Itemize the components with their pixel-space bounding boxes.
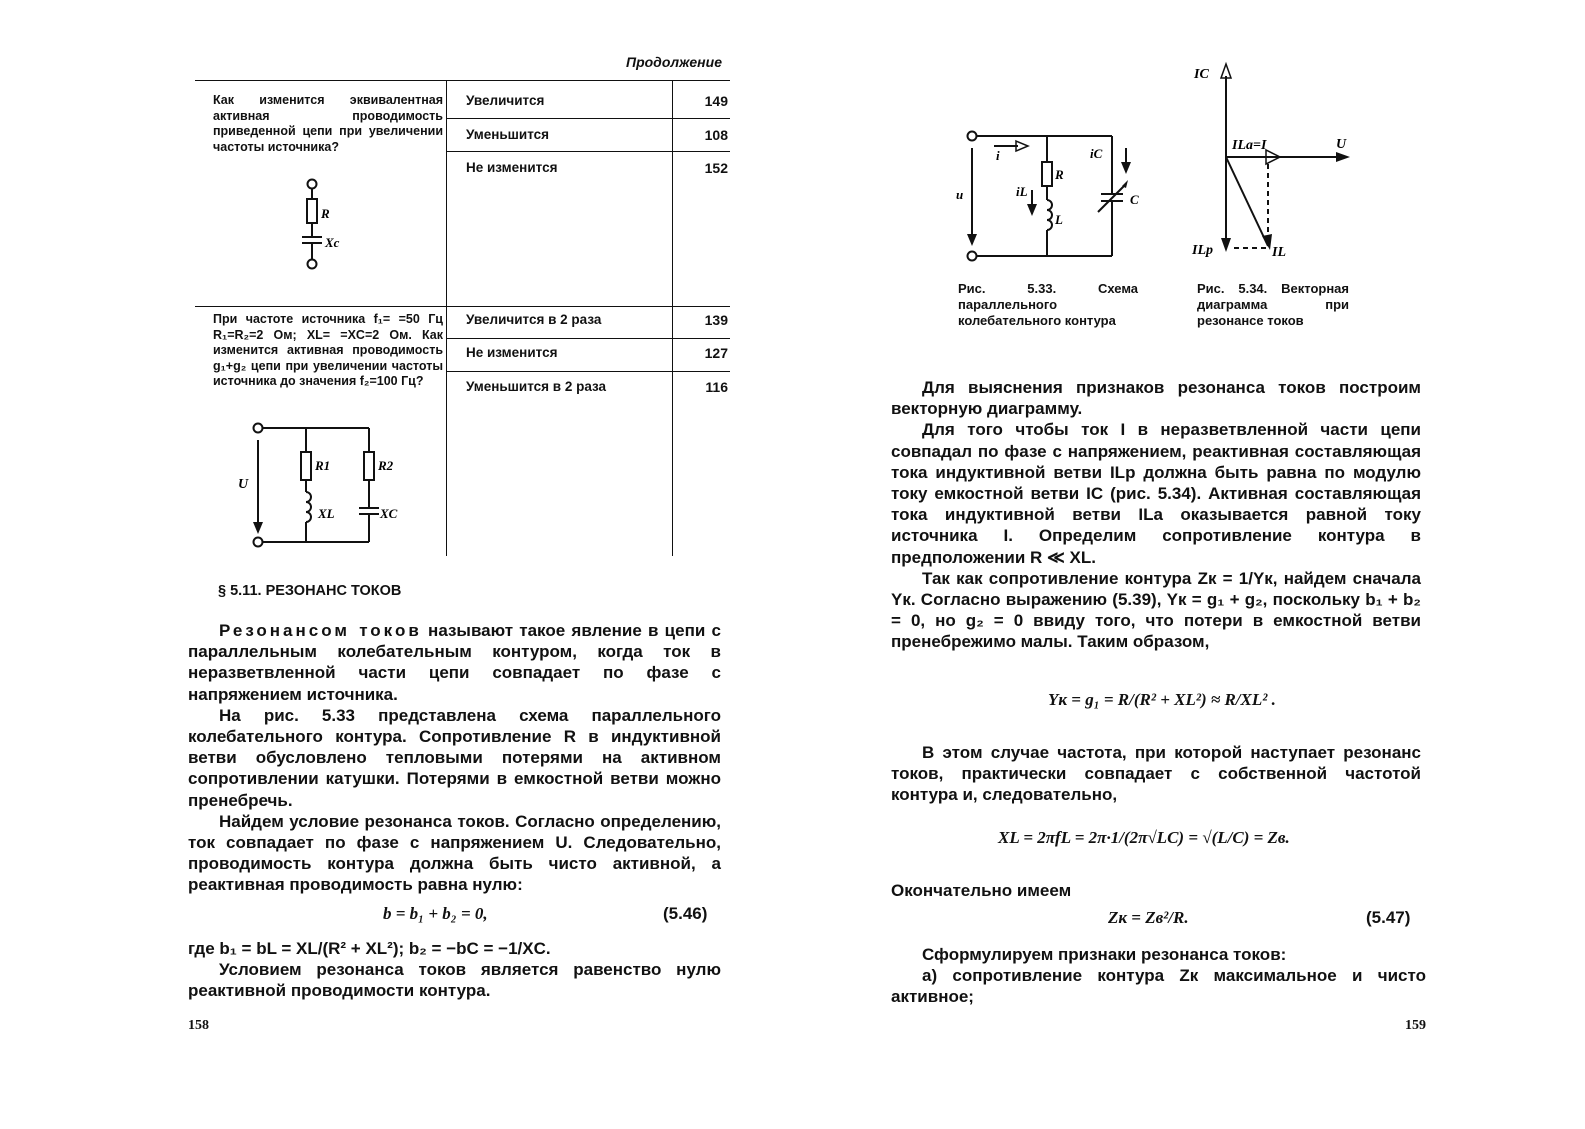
table-rule: [446, 371, 730, 372]
table-answer: Не изменится: [466, 160, 558, 175]
circuit-label-xc: XC: [380, 506, 398, 521]
fig534-label-ilp: ILp: [1192, 243, 1213, 258]
fig534-label-il: IL: [1272, 245, 1286, 260]
fig534-label-ic: IC: [1194, 67, 1209, 82]
section-title: § 5.11. РЕЗОНАНС ТОКОВ: [218, 583, 402, 599]
right-text-block-3: [891, 880, 1421, 901]
paragraph: Окончательно имеем: [891, 881, 1072, 900]
table-rule: [446, 118, 730, 119]
continuation-label: Продолжение: [626, 54, 722, 70]
fig533-label-c: C: [1130, 192, 1139, 207]
circuit-label-xl: XL: [318, 506, 335, 521]
circuit-label-r1: R1: [315, 458, 331, 473]
page-number: 158: [188, 1018, 209, 1033]
paragraph: В этом случае частота, при которой наступает резонанс токов, практически совпадает с собственной частотой контура и, следовательно,: [891, 743, 1421, 805]
right-text-block: [891, 377, 1421, 653]
term-spaced: Резонансом токов: [219, 621, 422, 640]
fig534-label-ila: ILa=I: [1232, 138, 1267, 153]
table-answer: Увеличится в 2 раза: [466, 312, 602, 327]
fig534-label-u: U: [1336, 137, 1347, 152]
paragraph: где b₁ = bL = XL/(R² + XL²); b₂ = −bC = −1/XC.: [188, 939, 551, 958]
left-text-block: [188, 620, 721, 896]
table-answer-number: 149: [704, 93, 728, 109]
fig533-label-u: u: [956, 187, 964, 202]
table-rule: [195, 306, 730, 307]
table-answer-number: 127: [704, 345, 728, 361]
table-answer: Уменьшится в 2 раза: [466, 379, 607, 394]
circuit-label-u: U: [238, 477, 249, 492]
fig533-label-r: R: [1055, 167, 1064, 182]
paragraph: Так как сопротивление контура Zк = 1/Yк, найдем сначала Yк. Согласно выражению (5.39), Yк = g₁ + g₂, поскольку b₁ + b₂ = 0, но g₂ = 0 ввиду того, что потери в емкостной ветви пренебрежимо малы. Таким образом,: [891, 568, 1421, 652]
circuit-label-r: R: [321, 206, 330, 221]
paragraph: а) сопротивление контура Zк максимальное и чисто активное;: [891, 966, 1426, 1007]
table-rule: [446, 151, 730, 152]
table-rule: [446, 338, 730, 339]
figure-5-33-caption: Рис. 5.33. Схема параллельного колебательного контура: [958, 281, 1138, 328]
table-answer: Увеличится: [466, 93, 545, 108]
figure-5-33-circuit: [950, 124, 1140, 269]
table-answer-number: 139: [704, 312, 728, 328]
table-answer-number: 108: [704, 127, 728, 143]
table-question-2: При частоте источника f₁= =50 Гц R₁=R₂=2 Ом; XL= =XC=2 Ом. Как изменится активная проводимость g₁+g₂ цепи при увеличении частоты источника до значения f₂=100 Гц?: [213, 312, 443, 388]
table-answer: Не изменится: [466, 345, 558, 360]
paragraph: Сформулируем признаки резонанса токов:: [922, 945, 1287, 964]
table-answer: Уменьшится: [466, 127, 550, 142]
table-answer-number: 152: [704, 160, 728, 176]
paragraph: Условием резонанса токов является равенство нулю реактивной проводимости контура.: [188, 960, 721, 1001]
table-top-rule: [195, 80, 730, 81]
paragraph: Для того чтобы ток I в неразветвленной части цепи совпадал по фазе с напряжением, реактивная составляющая тока индуктивной ветви ILp должна быть равна по модулю току емкостной ветви IC (рис. 5.34). Активная составляющая тока индуктивной ветви ILa оказывается равной току источника I. Определим сопротивление контура в предположении R ≪ XL.: [891, 420, 1421, 567]
fig533-label-l: L: [1055, 212, 1063, 227]
page-number: 159: [1405, 1018, 1426, 1033]
circuit-label-r2: R2: [378, 458, 394, 473]
circuit-r-xc-series: [290, 175, 350, 275]
circuit-two-branches: [232, 418, 412, 553]
table-answer-number: 116: [705, 379, 728, 395]
right-text-block-2: [891, 742, 1421, 806]
left-text-block-2: [188, 938, 721, 1002]
equation-xl: XL = 2πfL = 2π·1/(2π√LC) = √(L/C) = Zв.: [998, 828, 1290, 847]
figure-5-34-vector-diagram: [1186, 58, 1366, 268]
right-text-block-4: [891, 944, 1426, 1008]
equation-5-46: b = b₁ + b₂ = 0,: [383, 904, 488, 923]
circuit-label-xc: Xc: [325, 235, 340, 250]
paragraph: Для выяснения признаков резонанса токов построим векторную диаграмму.: [891, 378, 1421, 419]
paragraph: Найдем условие резонанса токов. Согласно определению, ток совпадает по фазе с напряжением U. Следовательно, проводимость контура должна быть чисто активной, а реактивная проводимость равна нулю:: [188, 811, 721, 895]
fig533-label-i: i: [996, 148, 1000, 163]
figure-5-34-caption: Рис. 5.34. Векторная диаграмма при резонансе токов: [1197, 281, 1349, 328]
paragraph: На рис. 5.33 представлена схема параллельного колебательного контура. Сопротивление R в индуктивной ветви обусловлено тепловыми потерями на активном сопротивлении катушки. Потерями в емкостной ветви можно пренебречь.: [188, 705, 721, 810]
fig533-label-il: iL: [1016, 184, 1028, 199]
fig533-label-ic: iC: [1090, 146, 1103, 161]
equation-number: (5.47): [1366, 908, 1411, 927]
equation-5-47: Zк = Zв²/R.: [1108, 908, 1189, 927]
equation-number: (5.46): [663, 904, 708, 923]
paragraph: называют такое явление в цепи с параллельным колебательным контуром, когда ток в неразветвленной части цепи совпадает по фазе с напряжением источника.: [188, 621, 722, 704]
table-question-1: Как изменится эквивалентная активная проводимость приведенной цепи при увеличении частоты источника?: [213, 93, 443, 154]
equation-yk: Yк = g₁ = R/(R² + XL²) ≈ R/XL² .: [1048, 690, 1276, 709]
